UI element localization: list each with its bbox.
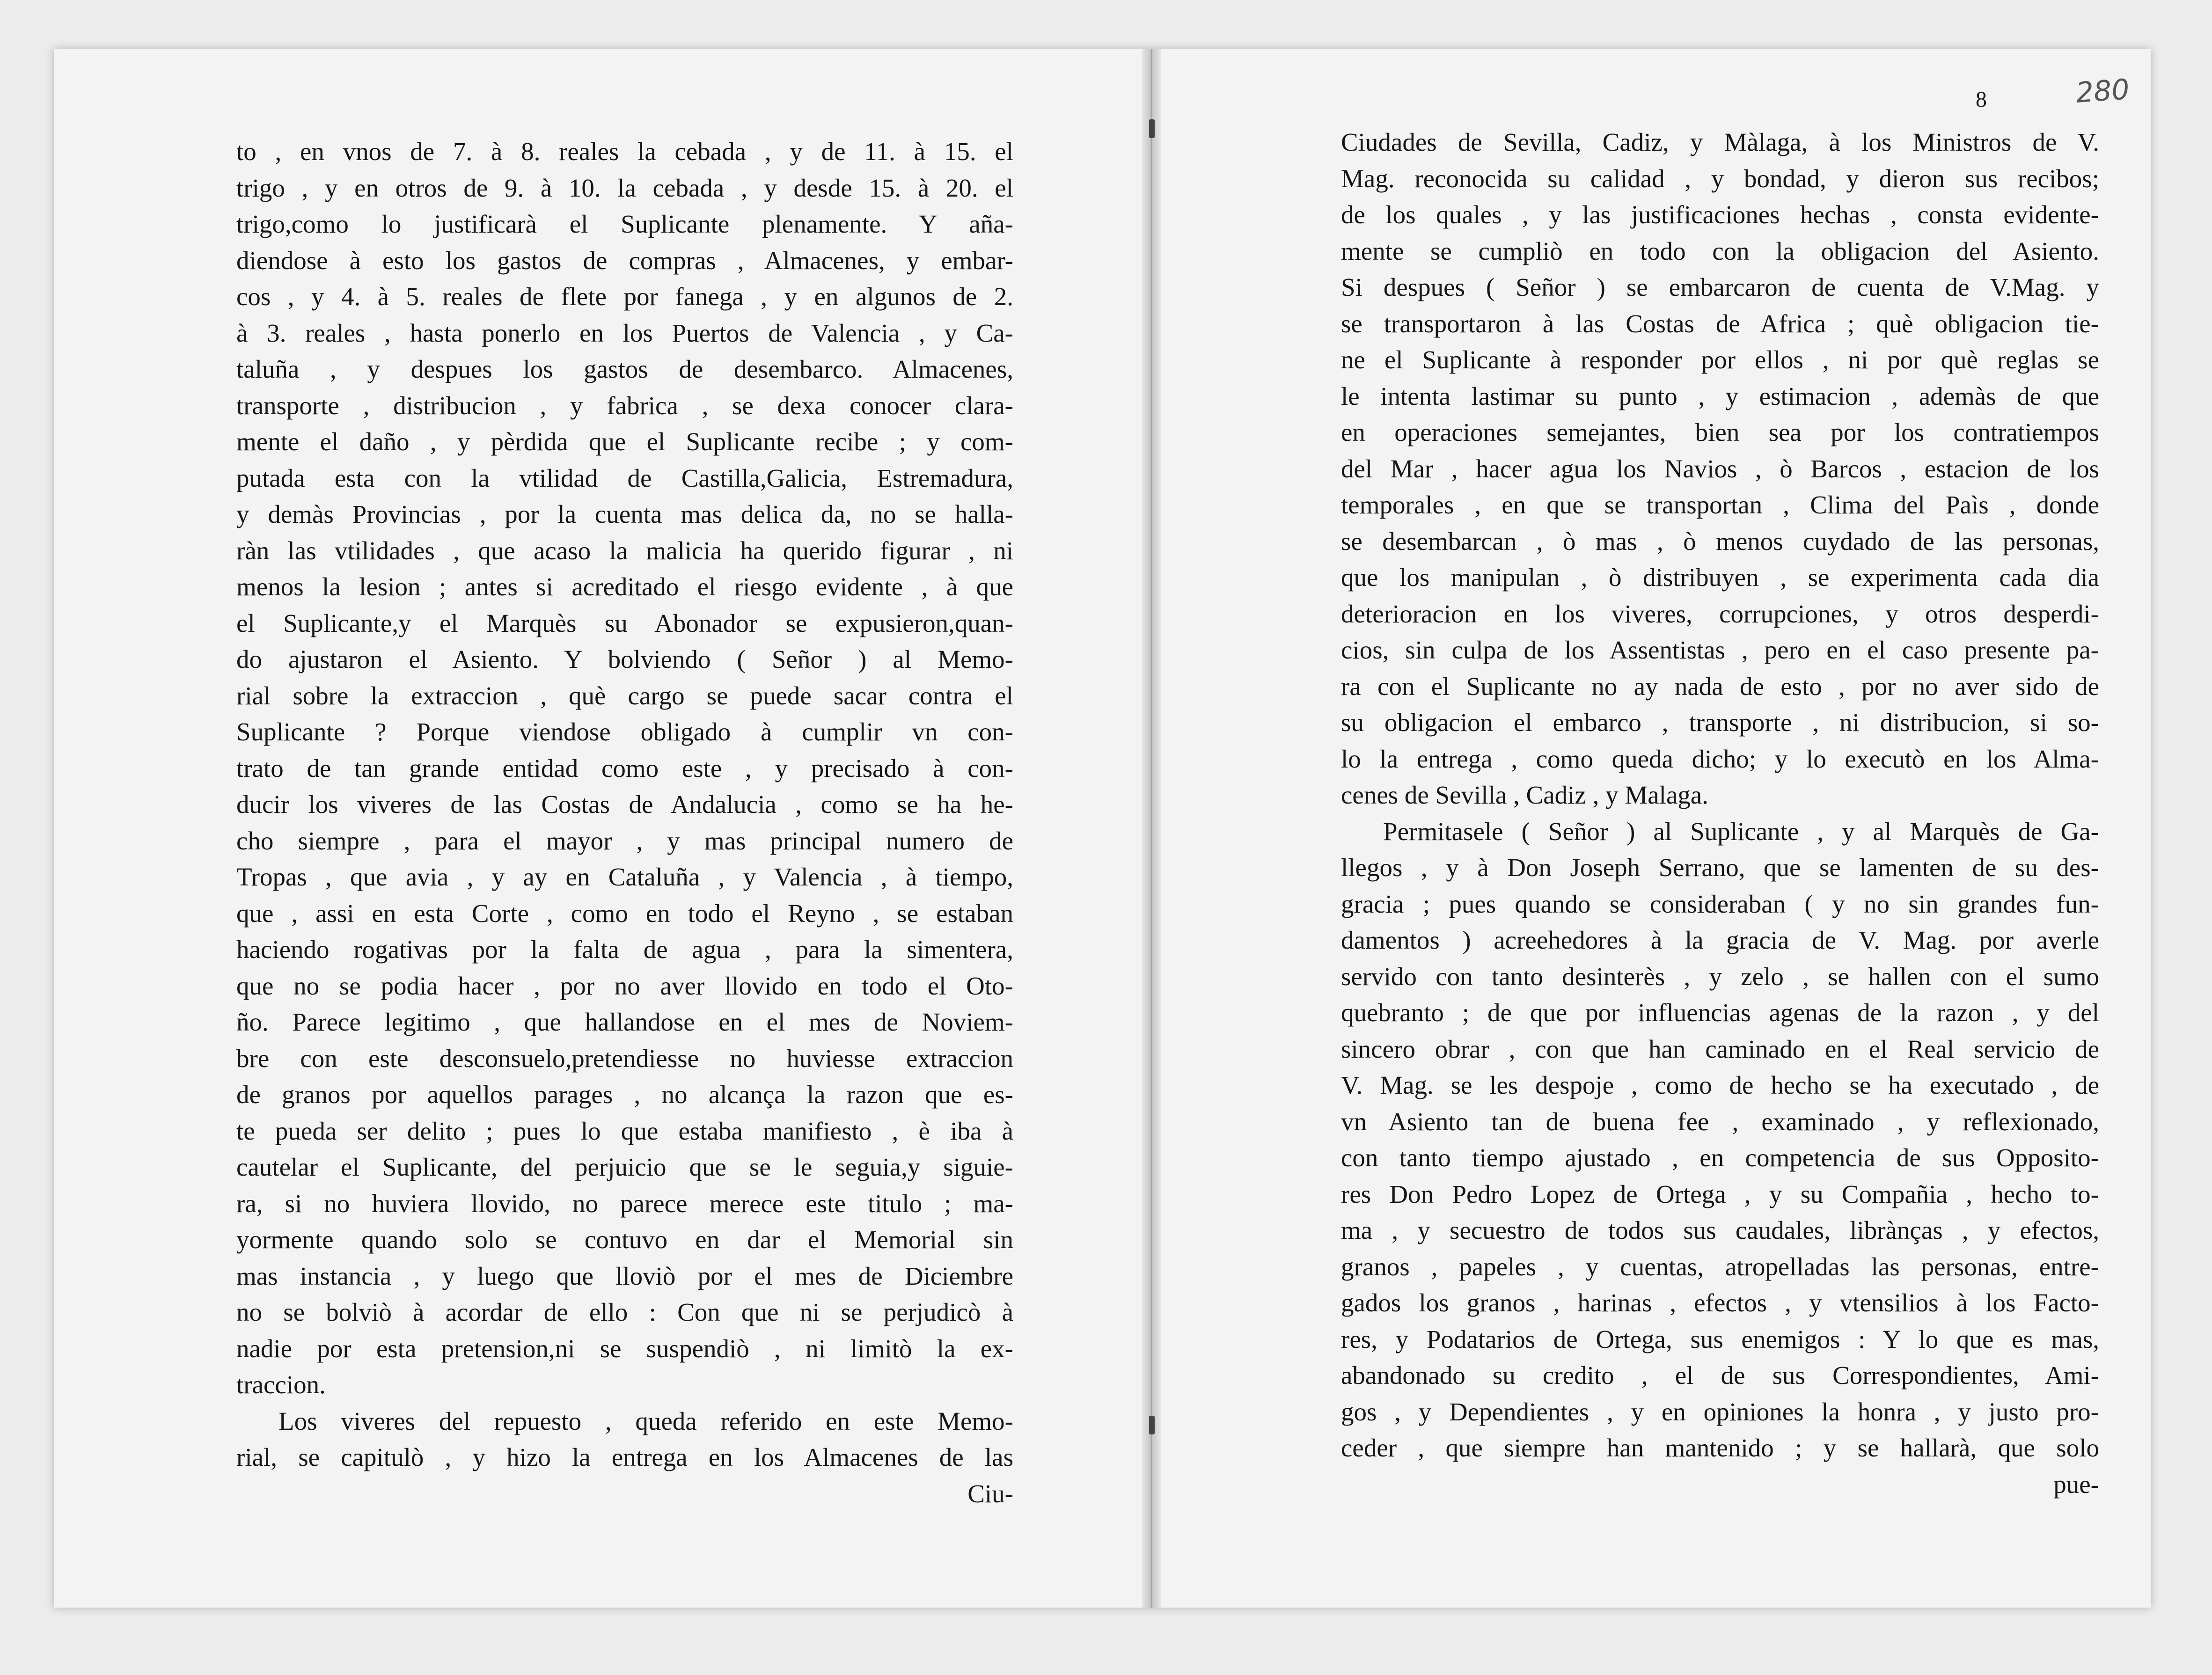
text-line: de granos por aquellos parages , no alcança la razon que es-	[236, 1080, 1013, 1109]
text-line: ne el Suplicante à responder por ellos , ni por què reglas se	[1341, 345, 2099, 374]
text-line: de los quales , y las justificaciones hechas , consta evidente-	[1341, 200, 2099, 229]
text-line: cenes de Sevilla , Cadiz , y Malaga.	[1341, 781, 1709, 809]
text-line: Tropas , que avia , y ay en Cataluña , y Valencia , à tiempo,	[236, 863, 1013, 891]
text-line: rial, se capitulò , y hizo la entrega en los Almacenes de las	[236, 1443, 1013, 1471]
text-line: del Mar , hacer agua los Navios , ò Barcos , estacion de los	[1341, 454, 2099, 483]
text-line: transporte , distribucion , y fabrica , se dexa conocer clara-	[236, 391, 1013, 420]
text-line: se desembarcan , ò mas , ò menos cuydado de las personas,	[1341, 527, 2099, 556]
text-line: gos , y Dependientes , y en opiniones la honra , y justo pro-	[1341, 1397, 2099, 1426]
text-line: trigo , y en otros de 9. à 10. la cebada , y desde 15. à 20. el	[236, 173, 1013, 202]
text-line: que no se podia hacer , por no aver llovido en todo el Oto-	[236, 971, 1013, 1000]
text-line: servido con tanto desinterès , y zelo , se hallen con el sumo	[1341, 962, 2099, 991]
left-page-text	[236, 133, 1013, 1512]
text-line: Si despues ( Señor ) se embarcaron de cuenta de V.Mag. y	[1341, 273, 2099, 301]
text-line: rial sobre la extraccion , què cargo se puede sacar contra el	[236, 681, 1013, 710]
text-line: Permitasele ( Señor ) al Suplicante , y al Marquès de Ga-	[1383, 817, 2099, 846]
text-line: putada esta con la vtilidad de Castilla,Galicia, Estremadura,	[236, 463, 1013, 492]
text-line: trigo,como lo justificarà el Suplicante plenamente. Y aña-	[236, 210, 1013, 238]
text-line: ducir los viveres de las Costas de Andalucia , como se ha he-	[236, 790, 1013, 819]
text-line: no se bolviò à acordar de ello : Con que ni se perjudicò à	[236, 1298, 1013, 1326]
text-line: trato de tan grande entidad como este , y precisado à con-	[236, 753, 1013, 783]
handwritten-folio-number: 280	[2074, 73, 2131, 110]
text-line: abandonado su credito , el de sus Correspondientes, Ami-	[1341, 1361, 2099, 1390]
text-line: temporales , en que se transportan , Clima del Paìs , donde	[1341, 490, 2099, 519]
text-line: gados los granos , harinas , efectos , y vtensilios à los Facto-	[1341, 1288, 2099, 1317]
text-line: con tanto tiempo ajustado , en competencia de sus Opposito-	[1341, 1143, 2099, 1172]
right-page	[1161, 49, 2151, 1608]
right-page-text	[1341, 124, 2099, 1502]
book-gutter	[1142, 49, 1161, 1608]
text-line: se transportaron à las Costas de Africa ; què obligacion tie-	[1341, 309, 2099, 338]
text-line: que los manipulan , ò distribuyen , se experimenta cada dia	[1341, 563, 2099, 592]
text-line: cios, sin culpa de los Assentistas , pero en el caso presente pa-	[1341, 636, 2099, 664]
text-line: llegos , y à Don Joseph Serrano, que se lamenten de su des-	[1341, 853, 2099, 882]
text-line: granos , papeles , y cuentas, atropelladas las personas, entre-	[1341, 1252, 2099, 1281]
text-line: lo la entrega , como queda dicho; y lo executò en los Alma-	[1341, 744, 2099, 773]
text-line: traccion.	[236, 1370, 326, 1399]
text-line: to , en vnos de 7. à 8. reales la cebada , y de 11. à 15. el	[236, 137, 1013, 166]
text-line: diendose à esto los gastos de compras , Almacenes, y embar-	[236, 246, 1013, 275]
text-line: haciendo rogativas por la falta de agua , para la simentera,	[236, 935, 1013, 964]
text-line: ra, si no huviera llovido, no parece merece este titulo ; ma-	[236, 1189, 1013, 1218]
text-line: deterioracion en los viveres, corrupciones, y otros desperdi-	[1341, 599, 2099, 628]
text-line: quebranto ; de que por influencias agenas de la razon , y del	[1341, 998, 2099, 1027]
text-line: Mag. reconocida su calidad , y bondad, y dieron sus recibos;	[1341, 164, 2099, 193]
text-line: taluña , y despues los gastos de desembarco. Almacenes,	[236, 355, 1013, 383]
page-number: 8	[1976, 87, 1987, 112]
text-line: bre con este desconsuelo,pretendiesse no huviesse extraccion	[236, 1044, 1013, 1073]
text-line: en operaciones semejantes, bien sea por los contratiempos	[1341, 418, 2099, 446]
text-line: el Suplicante,y el Marquès su Abonador se expusieron,quan-	[236, 608, 1013, 637]
text-line: res, y Podatarios de Ortega, sus enemigos : Y lo que es mas,	[1341, 1324, 2099, 1353]
text-line: mente se cumpliò en todo con la obligacion del Asiento.	[1341, 236, 2099, 265]
text-line: ma , y secuestro de todos sus caudales, librànças , y efectos,	[1341, 1216, 2099, 1244]
text-line: cos , y 4. à 5. reales de flete por fanega , y en algunos de 2.	[236, 282, 1013, 311]
text-line: Suplicante ? Porque viendose obligado à cumplir vn con-	[236, 717, 1013, 746]
text-line: sincero obrar , con que han caminado en el Real servicio de	[1341, 1034, 2099, 1063]
text-line: damentos ) acreehedores à la gracia de V. Mag. por averle	[1341, 926, 2099, 954]
left-page	[54, 49, 1142, 1608]
text-line: cautelar el Suplicante, del perjuicio que se le seguia,y siguie-	[236, 1153, 1013, 1181]
text-line: su obligacion el embarco , transporte , ni distribucion, si so-	[1341, 708, 2099, 737]
text-line: mente el daño , y pèrdida que el Suplicante recibe ; y com-	[236, 427, 1013, 456]
text-line: mas instancia , y luego que lloviò por el mes de Diciembre	[236, 1261, 1013, 1290]
text-line: Los viveres del repuesto , queda referido en este Memo-	[278, 1406, 1013, 1435]
text-line: V. Mag. se les despoje , como de hecho se ha executado , de	[1341, 1071, 2099, 1099]
text-line: nadie por esta pretension,ni se suspendiò , ni limitò la ex-	[236, 1334, 1013, 1363]
book-spread	[54, 49, 2151, 1608]
text-line: cho siempre , para el mayor , y mas principal numero de	[236, 826, 1013, 855]
text-line: y demàs Provincias , por la cuenta mas delica da, no se halla-	[236, 500, 1013, 528]
text-line: te pueda ser delito ; pues lo que estaba manifiesto , è iba à	[236, 1116, 1013, 1145]
text-line: res Don Pedro Lopez de Ortega , y su Compañia , hecho to-	[1341, 1179, 2099, 1208]
text-line: Ciu-	[967, 1479, 1013, 1508]
text-line: le intenta lastimar su punto , y estimacion , ademàs de que	[1341, 381, 2099, 410]
text-line: Ciudades de Sevilla, Cadiz, y Màlaga, à los Ministros de V.	[1341, 128, 2099, 156]
binding-thread-top	[1149, 119, 1155, 138]
text-line: ràn las vtilidades , que acaso la malicia ha querido figurar , ni	[236, 536, 1013, 565]
text-line: ño. Parece legitimo , que hallandose en el mes de Noviem-	[236, 1008, 1013, 1036]
text-line: ra con el Suplicante no ay nada de esto , por no aver sido de	[1341, 672, 2099, 701]
text-line: ceder , que siempre han mantenido ; y se hallarà, que solo	[1341, 1434, 2099, 1462]
text-line: do ajustaron el Asiento. Y bolviendo ( Señor ) al Memo-	[236, 645, 1013, 673]
text-line: pue-	[2053, 1470, 2099, 1499]
text-line: à 3. reales , hasta ponerlo en los Puertos de Valencia , y Ca-	[236, 318, 1013, 347]
text-line: yormente quando solo se contuvo en dar el Memorial sin	[236, 1225, 1013, 1254]
text-line: menos la lesion ; antes si acreditado el riesgo evidente , à que	[236, 572, 1013, 601]
text-line: que , assi en esta Corte , como en todo el Reyno , se estaban	[236, 899, 1013, 928]
binding-thread-bottom	[1149, 1416, 1155, 1434]
text-line: gracia ; pues quando se consideraban ( y no sin grandes fun-	[1341, 889, 2099, 918]
text-line: vn Asiento tan de buena fee , examinado , y reflexionado,	[1341, 1107, 2099, 1136]
